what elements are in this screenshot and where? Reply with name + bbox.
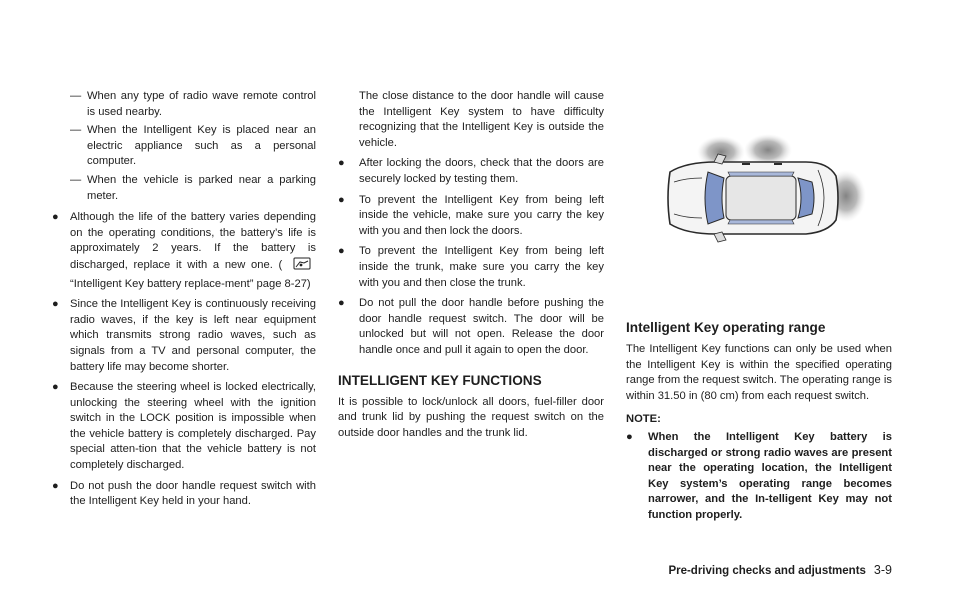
bullet-mark: ● <box>626 430 633 443</box>
dash-item: — When the vehicle is parked near a parking meter. <box>70 173 316 202</box>
note-label: NOTE: <box>626 413 661 426</box>
note-bullet: ● When the Intelligent Key battery is discharged or strong radio waves are present near the operating location, the Intelligent Key system’s operating range becomes narrower, and the In-telligent Key may not function properly. <box>626 430 892 521</box>
bullet-mark: ● <box>52 479 59 492</box>
dash-mark: — <box>70 124 82 137</box>
column-right <box>626 320 892 524</box>
bullet-mark: ● <box>52 381 59 394</box>
column-left <box>52 89 316 515</box>
bullet-item: ● To prevent the Intelligent Key from being left inside the vehicle, make sure you carry the key with you and then lock the doors. <box>338 193 604 237</box>
bullet-item: ● To prevent the Intelligent Key from being left inside the trunk, make sure you carry the key with you and then close the trunk. <box>338 245 604 289</box>
operating-range-paragraph: The Intelligent Key functions can only be used when the Intelligent Key is within the specified operating range from the request switch. The operating range is within 31.50 in (80 cm) from each request switch. <box>626 343 892 402</box>
bullet-mark: ● <box>338 193 345 206</box>
footer-section-title: Pre-driving checks and adjustments <box>668 565 866 577</box>
page-number: 3-9 <box>873 563 892 577</box>
functions-paragraph: It is possible to lock/unlock all doors, fuel-filler door and trunk lid by pushing the request switch on the outside door handles and the trunk lid. <box>338 395 604 439</box>
dash-mark: — <box>70 173 82 186</box>
car-top-view-operating-range-illustration <box>646 120 896 280</box>
dash-item: — When the Intelligent Key is placed near an electric appliance such as a personal computer. <box>70 124 316 168</box>
bullet-item: ● Since the Intelligent Key is continuously receiving radio waves, if the key is left near equipment which transmits strong radio waves, such as signals from a TV and personal computer, the battery life may become shorter. <box>52 298 316 373</box>
bullet-item: ● Do not push the door handle request switch with the Intelligent Key held in your hand. <box>52 479 316 508</box>
bullet-mark: ● <box>338 245 345 258</box>
column-middle <box>338 89 604 446</box>
bullet-mark: ● <box>338 157 345 170</box>
dash-item: — When any type of radio wave remote control is used nearby. <box>70 90 316 118</box>
section-heading-operating-range: Intelligent Key operating range <box>626 320 826 335</box>
bullet-mark: ● <box>338 297 345 310</box>
pointing-hand-reference-icon <box>291 257 313 277</box>
bullet-mark: ● <box>52 298 59 311</box>
dash-mark: — <box>70 90 82 102</box>
range-zone-rear-door <box>744 134 792 166</box>
section-heading-functions: INTELLIGENT KEY FUNCTIONS <box>338 372 542 388</box>
bullet-item: ● Although the life of the battery varies depending on the operating conditions, the battery’s life is approximately 2 years. If the battery is discharged, replace it with a new one. ( “Intelligent Key battery replace-ment” page 8-27) <box>52 211 316 290</box>
car-body <box>668 154 838 242</box>
page-footer <box>668 563 892 577</box>
continued-paragraph: The close distance to the door handle will cause the Intelligent Key system to have difficulty recognizing that the Intelligent Key is outside the vehicle. <box>359 90 604 149</box>
bullet-mark: ● <box>52 211 59 224</box>
bullet-item: ● After locking the doors, check that the doors are securely locked by testing them. <box>338 157 604 185</box>
bullet-item: ● Because the steering wheel is locked electrically, unlocking the steering wheel with the ignition switch in the LOCK position is impossible when the vehicle battery is completely discharged. Pay special atten-tion that the vehicle battery is not completely discharged. <box>52 381 316 472</box>
bullet-item: ● Do not pull the door handle before pushing the door handle request switch. The door will be unlocked but will not open. Release the door handle once and pull it again to open the door. <box>338 297 604 356</box>
